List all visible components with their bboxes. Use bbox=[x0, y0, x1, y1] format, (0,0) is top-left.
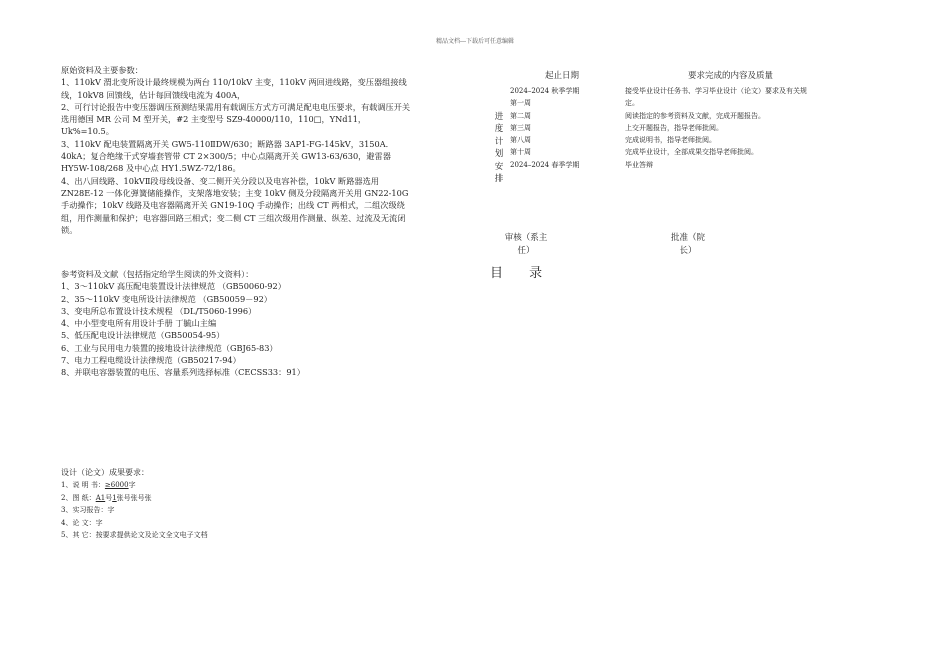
requirement-value: ≥6000 bbox=[104, 481, 129, 490]
schedule-task: 接受毕业设计任务书、学习毕业设计（论文）要求及有关规 bbox=[625, 87, 807, 95]
param-item: 1、110kV 渭北变所设计最终规模为两台 110/10kV 主变，110kV 两回进线路，变压器组接线线，10kV8 回馈线，估计每回馈线电流为 400A， bbox=[61, 77, 407, 100]
requirement-line bbox=[61, 492, 421, 504]
requirement-suffix: 号 bbox=[105, 493, 113, 502]
reference-item: 7、电力工程电缆设计法律规范（GB50217-94） bbox=[61, 355, 241, 366]
requirement-suffix: 字 bbox=[128, 481, 136, 490]
schedule-date: 2024–2024 秋季学期 bbox=[510, 87, 580, 95]
param-item: 3、110kV 配电装置隔离开关 GW5-110ⅡDW/630；断路器 3AP1-FG-145kV，3150A．40kA；复合绝缘干式穿墙套管带 CT 2×300/5；中心点隔离开关 GW13-63/630，避雷器 HY5W-108/268 及中心点 HY1.5WZ-72/186。 bbox=[61, 138, 394, 174]
reference-item: 6、工业与民用电力装置的接地设计法律规范（GBJ65-83） bbox=[61, 342, 278, 353]
schedule-date: 第一周 bbox=[510, 99, 531, 108]
side-char: 排 bbox=[494, 174, 504, 185]
schedule-task: 定。 bbox=[625, 99, 639, 108]
schedule-date: 第十周 bbox=[510, 148, 531, 157]
reference-item: 8、并联电容器装置的电压、容量系列选择标准（CECSS33：91） bbox=[61, 367, 305, 378]
reference-item: 1、3～110kV 高压配电装置设计法律规范 （GB50060-92） bbox=[61, 281, 286, 292]
side-char: 计 bbox=[494, 136, 504, 147]
reference-item: 3、变电所总布置设计技术规程 （DL/T5060-1996） bbox=[61, 305, 257, 316]
schedule-date: 第八周 bbox=[510, 136, 531, 145]
reference-item: 4、中小型变电所有用设计手册 丁毓山主编 bbox=[61, 318, 217, 329]
schedule-task: 完成毕业设计，全部成果交指导老师批阅。 bbox=[625, 148, 758, 157]
param-item: 2、可行讨论报告中变压器调压预测结果需用有载调压方式方可满足配电电压要求，有载调压开关选用德国 MR 公司 M 型开关，#2 主变型号 SZ9-40000/110，110□，YNd11，Uk%=10.5。 bbox=[61, 101, 411, 137]
requirement-line: 4、论 文：字 bbox=[61, 518, 103, 527]
param-item: 4、出八回线路、10kVⅡ段母线设备、变二侧开关分段以及电容补偿，10kV 断路器选用 ZN28E-12 一体化弹簧储能操作，支架落地安装；主变 10kV 侧及分段隔离开关用 GN22-10G 手动操作；10kV 线路及电容器隔离开关 GN19-10Q 手动操作；出线 CT 两相式，二组次级绕组，用作测量和保护；电容器回路三相式；变二侧 CT 三组次级用作测量、纵差、过流及无流闭锁。 bbox=[61, 175, 409, 235]
requirement-line: 3、实习报告：字 bbox=[61, 506, 115, 515]
approve-signature: 批准（院长） bbox=[670, 233, 705, 256]
side-char: 划 bbox=[494, 149, 504, 160]
reference-item: 2、35～110kV 变电所设计法律规范 （GB50059－92） bbox=[61, 293, 272, 304]
section-heading: 设计（论文）成果要求： bbox=[61, 468, 149, 477]
requirement-label: 1、说 明 书： bbox=[61, 481, 105, 490]
review-signature: 审核（系主任） bbox=[504, 233, 548, 256]
toc-title: 目 录 bbox=[490, 266, 543, 281]
original-data-section bbox=[61, 64, 411, 236]
requirement-value: 1 bbox=[112, 493, 117, 502]
schedule-task: 毕业答辩 bbox=[625, 160, 653, 169]
header-watermark: 精品文档---下载后可任意编辑 bbox=[435, 38, 515, 45]
requirement-value: A1 bbox=[95, 493, 106, 502]
schedule-side-label bbox=[493, 111, 505, 185]
section-heading: 原始资料及主要参数： bbox=[61, 65, 143, 75]
schedule-content-header: 要求完成的内容及质量 bbox=[688, 71, 774, 81]
schedule-date: 第二周 bbox=[510, 111, 531, 120]
schedule-date: 2024–2024 春季学期 bbox=[510, 160, 580, 169]
schedule-dates bbox=[510, 85, 620, 171]
schedule-task: 完成说明书，指导老师批阅。 bbox=[625, 136, 716, 145]
schedule-task: 上交开题报告，指导老师批阅。 bbox=[625, 123, 723, 132]
requirements-section bbox=[61, 467, 421, 541]
requirement-line bbox=[61, 479, 421, 491]
reference-item: 5、低压配电设计法律规范（GB50054-95） bbox=[61, 330, 225, 341]
requirement-label: 2、图 纸： bbox=[61, 493, 96, 502]
requirement-line: 5、其 它：按要求提供论文及论文全文电子文档 bbox=[61, 531, 208, 540]
schedule-tasks bbox=[625, 85, 860, 171]
schedule-date: 第三周 bbox=[510, 123, 531, 132]
schedule-task: 阅读指定的参考资料及文献，完成开题报告。 bbox=[625, 111, 765, 120]
side-char: 安 bbox=[494, 161, 504, 172]
side-char: 进 bbox=[494, 112, 504, 122]
requirement-suffix: 张号张号张 bbox=[116, 493, 152, 502]
side-char: 度 bbox=[494, 124, 504, 135]
section-heading: 参考资料及文献（包括指定给学生阅读的外文资料）： bbox=[61, 269, 254, 279]
references-section bbox=[61, 268, 411, 379]
schedule-date-header: 起止日期 bbox=[545, 71, 580, 81]
